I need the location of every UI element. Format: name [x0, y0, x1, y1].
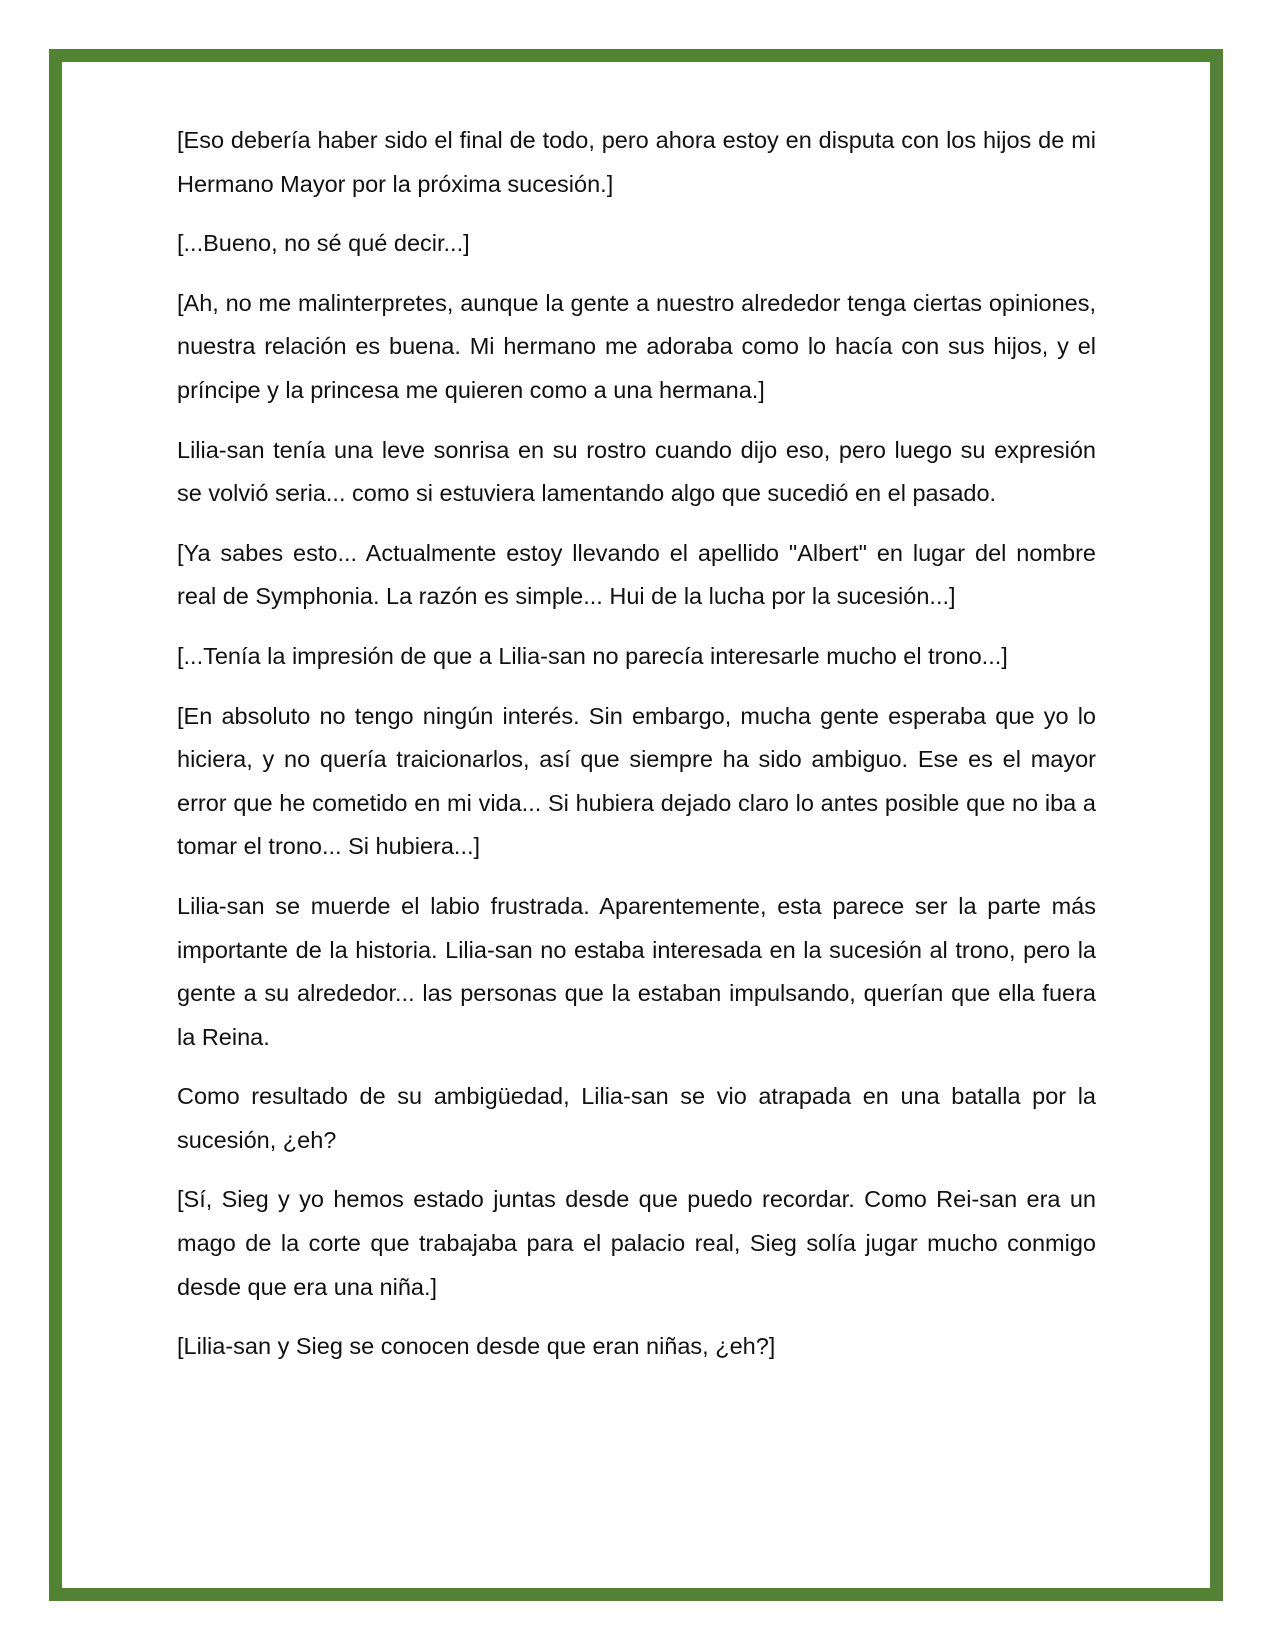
paragraph-1: [Eso debería haber sido el final de todo, pero ahora estoy en disputa con los hijos de mi Hermano Mayor por la próxima sucesión.] [177, 127, 1096, 197]
paragraph-11: [Lilia-san y Sieg se conocen desde que eran niñas, ¿eh?] [177, 1333, 776, 1360]
paragraph-10: [Sí, Sieg y yo hemos estado juntas desde que puedo recordar. Como Rei-san era un mago de la corte que trabajaba para el palacio real, Sieg solía jugar mucho conmigo desde que era una niña.] [177, 1186, 1096, 1300]
paragraph-9: Como resultado de su ambigüedad, Lilia-san se vio atrapada en una batalla por la sucesión, ¿eh? [177, 1083, 1096, 1153]
paragraph-5: [Ya sabes esto... Actualmente estoy llevando el apellido "Albert" en lugar del nombre real de Symphonia. La razón es simple... Hui de la lucha por la sucesión...] [177, 539, 1096, 610]
paragraph-7: [En absoluto no tengo ningún interés. Sin embargo, mucha gente esperaba que yo lo hiciera, y no quería traicionarlos, así que siempre ha sido ambiguo. Ese es el mayor error que he cometido en mi vida... Si hubiera dejado claro lo antes posible que no iba a tomar el trono... Si hubiera...] [177, 702, 1096, 860]
document-body [177, 119, 1096, 1385]
paragraph-2: [...Bueno, no sé qué decir...] [177, 230, 470, 257]
paragraph-6: [...Tenía la impresión de que a Lilia-san no parecía interesarle mucho el trono...] [177, 642, 1008, 669]
paragraph-3: [Ah, no me malinterpretes, aunque la gente a nuestro alrededor tenga ciertas opiniones, nuestra relación es buena. Mi hermano me adoraba como lo hacía con sus hijos, y el príncipe y la princesa me quieren como a una hermana.] [177, 289, 1096, 403]
paragraph-8: Lilia-san se muerde el labio frustrada. Aparentemente, esta parece ser la parte más importante de la historia. Lilia-san no estaba interesada en la sucesión al trono, pero la gente a su alrededor... las personas que la estaban impulsando, querían que ella fuera la Reina. [177, 892, 1096, 1050]
paragraph-4: Lilia-san tenía una leve sonrisa en su rostro cuando dijo eso, pero luego su expresión se volvió seria... como si estuviera lamentando algo que sucedió en el pasado. [177, 436, 1096, 507]
